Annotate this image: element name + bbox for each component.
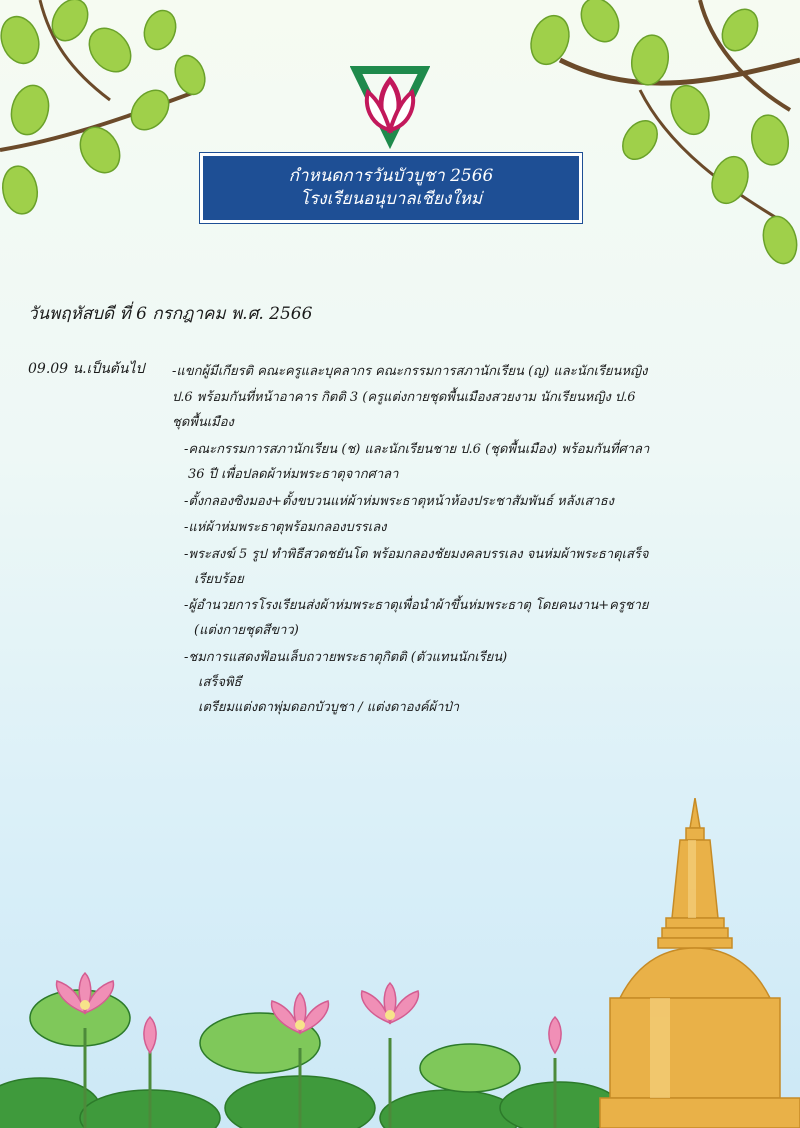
schedule-line: (แต่งกายชุดสีขาว) (194, 623, 299, 638)
leaf-branch-right-icon (440, 0, 800, 290)
lotus-field-icon (0, 958, 620, 1128)
lotus-flower-icon (362, 983, 419, 1023)
title-line-1: กำหนดการวันบัวบูชา 2566 (288, 166, 494, 186)
lotus-bud-icon (549, 1017, 561, 1053)
schedule-line: -แขกผู้มีเกียรติ คณะครูและบุคลากร คณะกรรมการสภานักเรียน (ญ) และนักเรียนหญิง (172, 364, 648, 379)
schedule-line: เสร็จพิธี (198, 675, 242, 690)
event-date: วันพฤหัสบดี ที่ 6 กรกฎาคม พ.ศ. 2566 (28, 304, 313, 324)
schedule-line: ป.6 พร้อมกันที่หน้าอาคาร กิตติ 3 (ครูแต่งกายชุดพื้นเมืองสวยงาม นักเรียนหญิง ป.6 (172, 390, 636, 405)
schedule-time: 09.09 น.เป็นต้นไป (28, 361, 145, 377)
school-lotus-logo-icon (350, 60, 430, 150)
schedule-line: 36 ปี เพื่อปลดผ้าห่มพระธาตุจากศาลา (188, 467, 399, 482)
schedule-line: -คณะกรรมการสภานักเรียน (ช) และนักเรียนชาย ป.6 (ชุดพื้นเมือง) พร้อมกันที่ศาลา (184, 442, 650, 457)
schedule-line: -ชมการแสดงฟ้อนเล็บถวายพระธาตุกิตติ (ตัวแทนนักเรียน) (184, 650, 508, 665)
schedule-line: เตรียมแต่งดาพุ่มดอกบัวบูชา / แต่งดาองค์ผ้าป่า (198, 700, 460, 715)
stupa-icon (580, 798, 800, 1128)
title-line-2: โรงเรียนอนุบาลเชียงใหม่ (300, 189, 482, 209)
schedule-line: -ตั้งกลองซิงมอง+ตั้งขบวนแห่ผ้าห่มพระธาตุหน้าห้องประชาสัมพันธ์ หลังเสาธง (184, 494, 614, 509)
schedule-line: -ผู้อำนวยการโรงเรียนส่งผ้าห่มพระธาตุเพื่อนำผ้าขึ้นห่มพระธาตุ โดยคนงาน+ครูชาย (184, 598, 649, 613)
schedule-line: -พระสงฆ์ 5 รูป ทำพิธีสวดชยันโต พร้อมกลองชัยมงคลบรรเลง จนห่มผ้าพระธาตุเสร็จ (184, 547, 649, 562)
schedule-line: เรียบร้อย (194, 572, 244, 587)
lotus-bud-icon (144, 1017, 156, 1053)
title-banner (200, 153, 582, 223)
schedule-line: -แห่ผ้าห่มพระธาตุพร้อมกลองบรรเลง (184, 520, 387, 535)
schedule-line: ชุดพื้นเมือง (172, 415, 234, 430)
